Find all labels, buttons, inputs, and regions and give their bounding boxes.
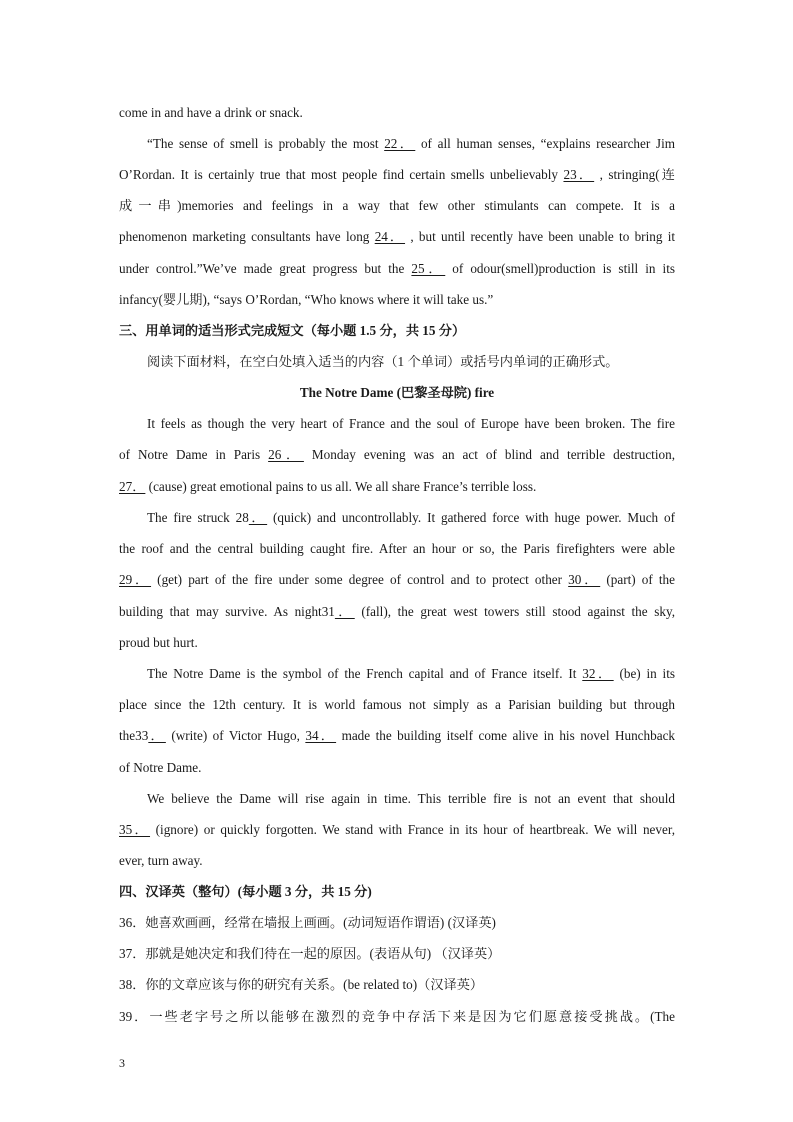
text-line: come in and have a drink or snack. bbox=[119, 105, 303, 120]
answer-blank: 27． bbox=[119, 479, 146, 494]
text-segment: Monday evening was an act of blind and terrible destruction, bbox=[303, 447, 675, 462]
text-line bbox=[119, 166, 675, 184]
answer-blank: 25． bbox=[411, 261, 446, 276]
text-segment: under control.”We’ve made great progress but the bbox=[119, 261, 412, 276]
text-segment: (fall), the great west towers still stood against the sky, bbox=[354, 604, 675, 619]
text-line: 阅读下面材料，在空白处填入适当的内容（1 个单词）或括号内单词的正确形式。 bbox=[147, 354, 619, 369]
text-segment: O’Rordan. It is certainly true that most people find certain smells unbelievably bbox=[119, 167, 564, 182]
text-line bbox=[119, 446, 675, 464]
text-line bbox=[119, 603, 675, 621]
text-line bbox=[119, 260, 675, 278]
text-segment: of all human senses, “explains researcher Jim bbox=[415, 136, 675, 151]
text-segment: (quick) and uncontrollably. It gathered force with huge power. Much of bbox=[267, 510, 675, 525]
answer-blank: 35． bbox=[119, 822, 151, 837]
text-line: 37．那就是她决定和我们待在一起的原因。(表语从句) （汉译英） bbox=[119, 946, 501, 961]
text-line bbox=[147, 135, 675, 153]
text-segment: (part) of the bbox=[600, 572, 675, 587]
text-segment: building that may survive. As night31 bbox=[119, 604, 335, 619]
text-line: 39．一些老字号之所以能够在激烈的竞争中存活下来是因为它们愿意接受挑战。(The bbox=[119, 1009, 675, 1024]
text-line: proud but hurt. bbox=[119, 635, 198, 650]
page-number: 3 bbox=[119, 1056, 125, 1070]
text-segment: the33 bbox=[119, 728, 149, 743]
text-line: ever, turn away. bbox=[119, 853, 203, 868]
answer-blank: 30． bbox=[568, 572, 601, 587]
text-segment: made the building itself come alive in his novel Hunchback bbox=[336, 728, 676, 743]
answer-blank: 32． bbox=[582, 666, 614, 681]
answer-blank: 26． bbox=[268, 447, 304, 462]
text-segment: of odour(smell)production is still in its bbox=[445, 261, 676, 276]
text-segment: The Notre Dame is the symbol of the French capital and of France itself. It bbox=[147, 666, 583, 681]
text-segment: , stringing(连 bbox=[594, 167, 675, 182]
answer-blank: ． bbox=[248, 510, 268, 525]
answer-blank: 23． bbox=[563, 167, 595, 182]
text-segment: , but until recently have been unable to bring it bbox=[405, 229, 676, 244]
text-segment: (get) part of the fire under some degree of control and to protect other bbox=[151, 572, 569, 587]
text-line bbox=[119, 727, 675, 745]
text-segment: “The sense of smell is probably the most bbox=[147, 136, 385, 151]
answer-blank: ． bbox=[334, 604, 355, 619]
text-segment: (cause) great emotional pains to us all. We all share France’s terrible loss. bbox=[145, 479, 537, 494]
text-line: the roof and the central building caught fire. After an hour or so, the Paris firefighters were able bbox=[119, 541, 675, 556]
text-segment: phenomenon marketing consultants have long bbox=[119, 229, 375, 244]
section-heading-4: 四、汉译英（整句）(每小题 3 分，共 15 分) bbox=[119, 884, 372, 899]
text-line bbox=[119, 478, 675, 496]
text-segment: (write) of Victor Hugo, bbox=[165, 728, 306, 743]
text-line bbox=[147, 665, 675, 683]
passage-title: The Notre Dame (巴黎圣母院) fire bbox=[299, 385, 495, 400]
text-line bbox=[119, 821, 675, 839]
answer-blank: 29． bbox=[119, 572, 152, 587]
text-segment: (be) in its bbox=[613, 666, 676, 681]
text-line: place since the 12th century. It is world famous not simply as a Parisian building but through bbox=[119, 697, 675, 712]
answer-blank: ． bbox=[148, 728, 166, 743]
text-line: of Notre Dame. bbox=[119, 760, 202, 775]
text-line: 成一串)memories and feelings in a way that few other stimulants can compete. It is a bbox=[119, 198, 675, 213]
text-line: 36．她喜欢画画，经常在墙报上画画。(动词短语作谓语) (汉译英) bbox=[119, 915, 496, 930]
text-line bbox=[119, 228, 675, 246]
text-segment: of Notre Dame in Paris bbox=[119, 447, 269, 462]
answer-blank: 24． bbox=[374, 229, 406, 244]
text-segment: (ignore) or quickly forgotten. We stand with France in its hour of heartbreak. We will never, bbox=[150, 822, 675, 837]
text-line bbox=[119, 571, 675, 589]
answer-blank: 22． bbox=[384, 136, 416, 151]
text-line: We believe the Dame will rise again in time. This terrible fire is not an event that should bbox=[147, 791, 675, 806]
answer-blank: 34． bbox=[305, 728, 337, 743]
text-line: infancy(婴儿期), “says O’Rordan, “Who knows where it will take us.” bbox=[119, 292, 494, 307]
text-line: 38．你的文章应该与你的研究有关系。(be related to)（汉译英） bbox=[119, 977, 484, 992]
text-line: It feels as though the very heart of France and the soul of Europe have been broken. The fire bbox=[147, 416, 675, 431]
text-line bbox=[147, 509, 675, 527]
section-heading-3: 三、用单词的适当形式完成短文（每小题 1.5 分，共 15 分） bbox=[119, 323, 466, 338]
text-segment: The fire struck 28 bbox=[147, 510, 249, 525]
